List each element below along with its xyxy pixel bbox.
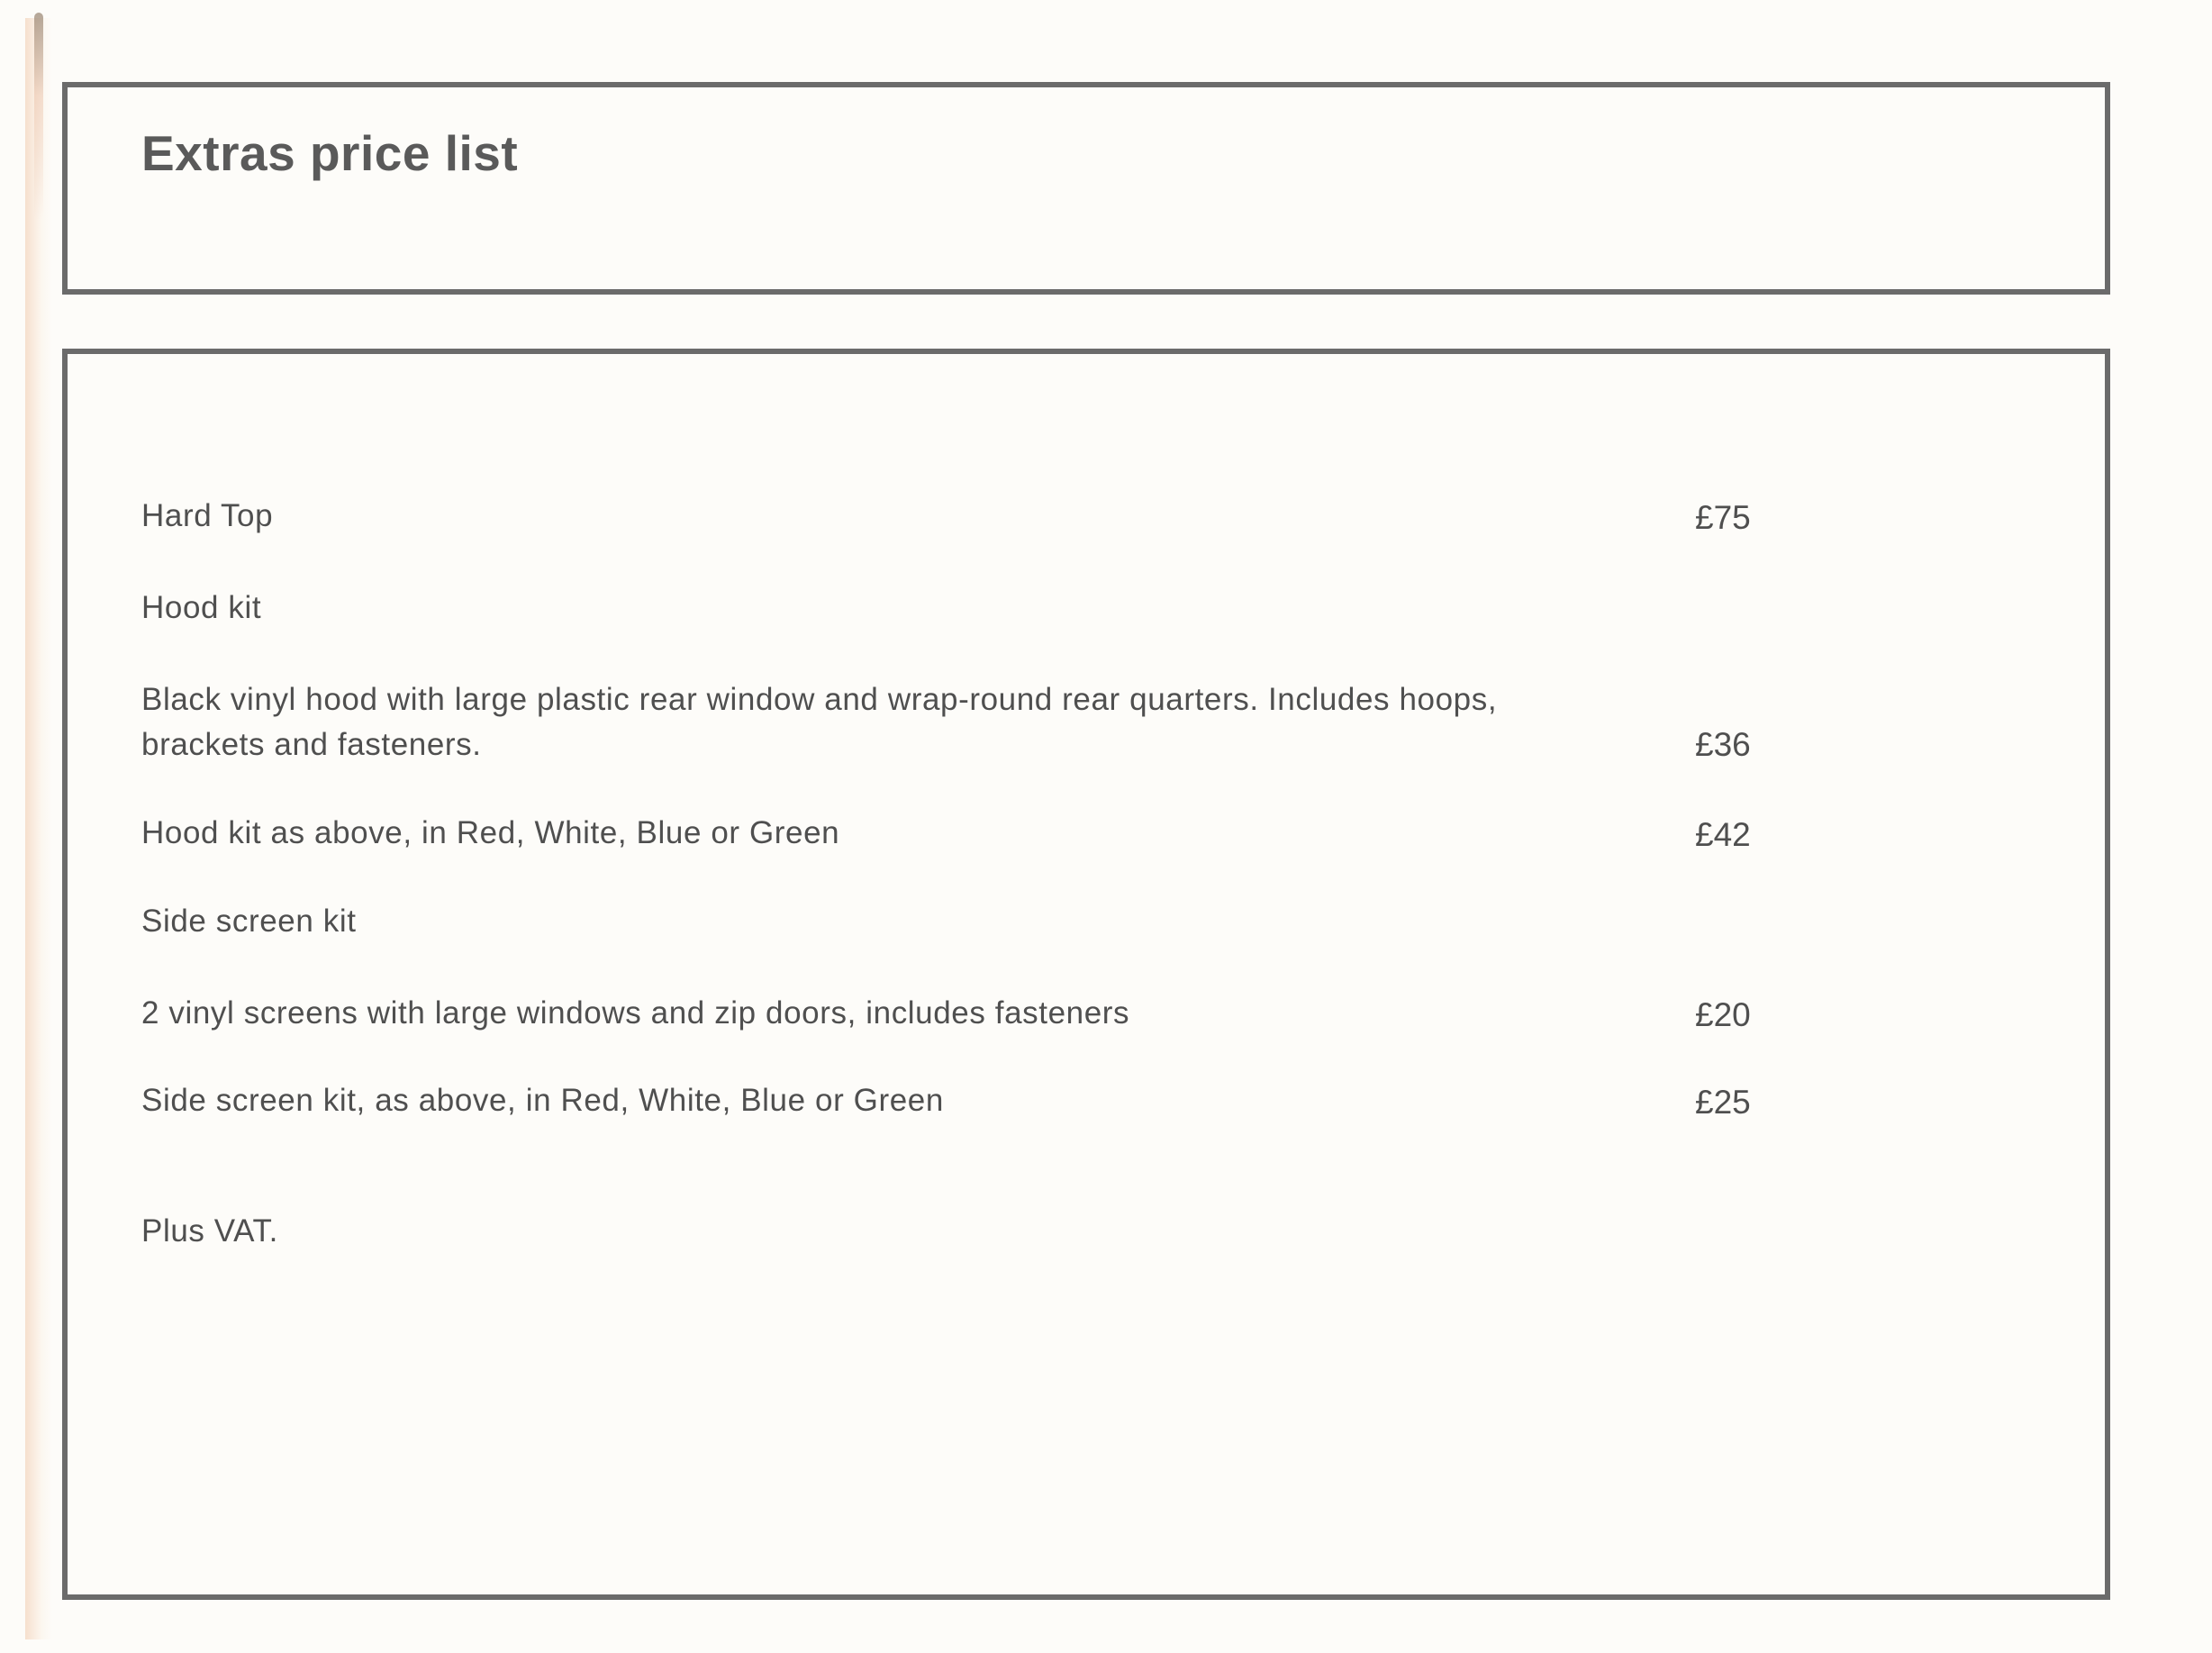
item-price: £42 — [1695, 816, 1751, 853]
item-label: Side screen kit — [141, 904, 357, 939]
item-price: £36 — [1695, 726, 1751, 763]
item-label: Hood kit — [141, 590, 262, 625]
binding-mark — [34, 13, 43, 220]
item-price: £25 — [1695, 1084, 1751, 1121]
item-label: Side screen kit, as above, in Red, White, Blue or Green — [141, 1083, 944, 1118]
item-label: Hard Top — [141, 498, 274, 533]
item-label: Hood kit as above, in Red, White, Blue or Green — [141, 815, 840, 850]
page-title: Extras price list — [141, 125, 519, 181]
title-box — [62, 82, 2110, 295]
vat-note: Plus VAT. — [141, 1213, 278, 1249]
item-label: 2 vinyl screens with large windows and zip doors, includes fasteners — [141, 995, 1130, 1031]
item-price: £75 — [1695, 499, 1751, 536]
item-label: Black vinyl hood with large plastic rear window and wrap-round rear quarters. Includes hoops, brackets and fasteners. — [141, 682, 1498, 762]
item-price: £20 — [1695, 996, 1751, 1033]
page-edge-stain — [25, 18, 52, 1639]
